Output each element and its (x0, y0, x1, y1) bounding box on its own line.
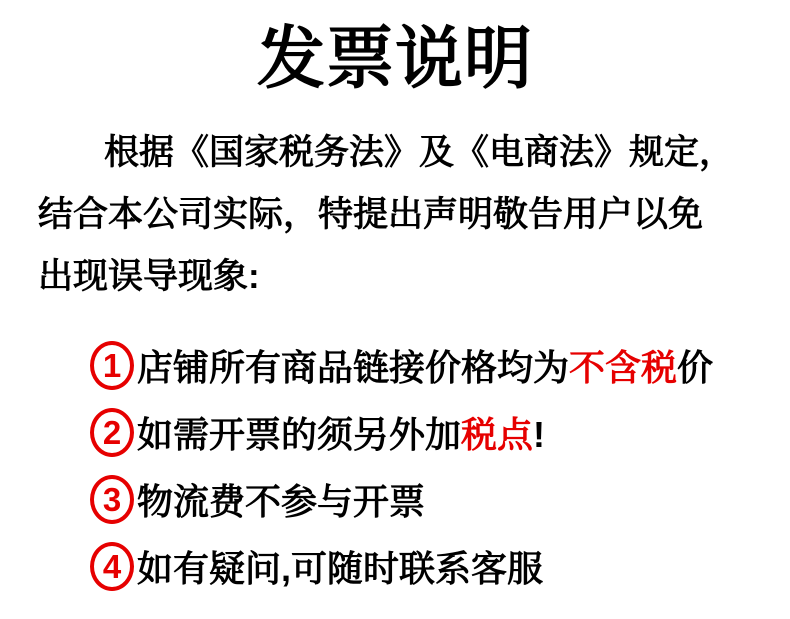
item-1-text-pre: 店铺所有商品链接价格均为 (137, 346, 570, 388)
item-2-text-post: ! (533, 413, 546, 455)
item-2-text-pre: 如需开票的须另外加 (137, 413, 462, 455)
page-title: 发票说明 (256, 21, 533, 97)
item-3-number: 3 (102, 480, 122, 518)
item-1-text-post: 价 (677, 346, 714, 388)
notice-list (0, 340, 790, 591)
item-2-text (137, 407, 545, 458)
item-1-number-badge (90, 341, 134, 390)
intro-line-3: 出现误导现象: (38, 257, 260, 296)
list-item-3 (90, 474, 790, 524)
item-2-text-highlight: 税点 (461, 413, 534, 455)
list-item-2 (90, 407, 790, 457)
item-4-text (137, 541, 543, 592)
item-1-number: 1 (102, 346, 122, 384)
item-2-number-badge (90, 408, 134, 457)
item-1-text (137, 340, 713, 391)
intro-line-1: 根据《国家税务法》及《电商法》规定， (104, 133, 735, 172)
item-3-text (137, 474, 425, 525)
list-item-4 (90, 541, 790, 591)
intro-paragraph (0, 122, 790, 308)
item-4-number: 4 (102, 547, 122, 585)
intro-line-2: 结合本公司实际，特提出声明敬告用户以免 (38, 195, 704, 234)
list-item-1 (90, 340, 790, 390)
item-2-number: 2 (102, 413, 122, 451)
item-1-text-highlight: 不含税 (569, 346, 678, 388)
item-3-text-pre: 物流费不参与开票 (137, 480, 426, 522)
item-3-number-badge (90, 475, 134, 524)
item-4-text-pre: 如有疑问,可随时联系客服 (137, 547, 544, 589)
item-4-number-badge (90, 542, 134, 591)
invoice-notice-page (0, 20, 790, 619)
